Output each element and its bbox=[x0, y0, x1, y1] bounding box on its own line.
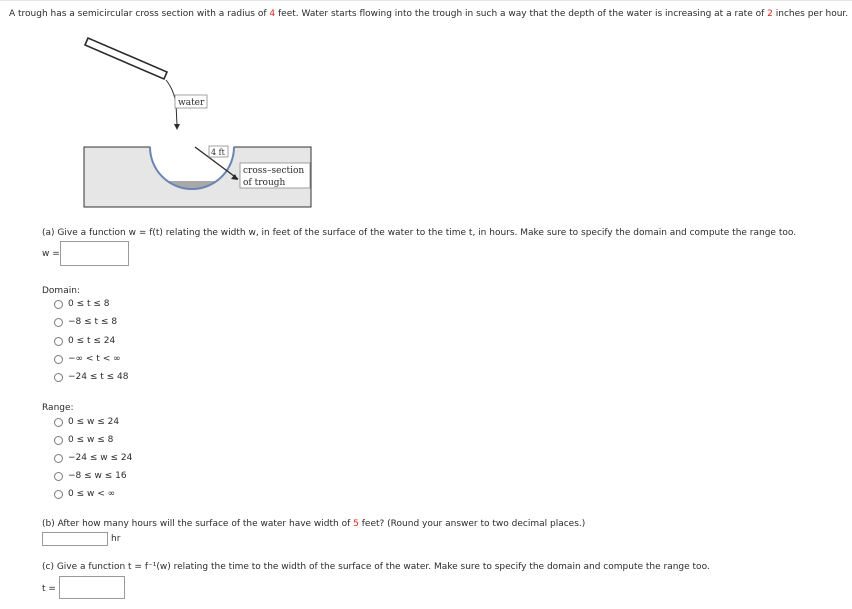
range-option-label: 0 ≤ w ≤ 8 bbox=[68, 435, 114, 445]
radio-circle-icon[interactable] bbox=[54, 472, 63, 481]
part-c-prompt: (c) Give a function t = f⁻¹(w) relating the time to the width of the surface of the water. Make sure to specify the domain and compute the range too. bbox=[42, 562, 710, 572]
trough-figure bbox=[0, 0, 852, 220]
water-label: water bbox=[178, 98, 205, 108]
domain-option[interactable] bbox=[54, 354, 121, 364]
range-heading: Range: bbox=[42, 403, 74, 413]
radio-circle-icon[interactable] bbox=[54, 373, 63, 382]
part-b-prompt-b: feet? (Round your answer to two decimal places.) bbox=[361, 519, 586, 529]
range-option[interactable] bbox=[54, 471, 127, 481]
part-b-answer-input[interactable] bbox=[42, 532, 108, 546]
domain-option[interactable] bbox=[54, 336, 115, 346]
intro-text-b: feet. Water starts flowing into the trough in such a way that the depth of the water is increasing at a rate of bbox=[278, 9, 765, 19]
range-option-label: −8 ≤ w ≤ 16 bbox=[68, 471, 127, 481]
range-option-label: 0 ≤ w ≤ 24 bbox=[68, 417, 120, 427]
intro-text-c: inches per hour. bbox=[775, 9, 849, 19]
radio-circle-icon[interactable] bbox=[54, 436, 63, 445]
range-option[interactable] bbox=[54, 489, 115, 499]
radio-circle-icon[interactable] bbox=[54, 454, 63, 463]
radio-circle-icon[interactable] bbox=[54, 355, 63, 364]
radio-circle-icon[interactable] bbox=[54, 490, 63, 499]
part-b-prompt bbox=[42, 519, 585, 529]
radio-circle-icon[interactable] bbox=[54, 300, 63, 309]
domain-option-label: −∞ < t < ∞ bbox=[68, 354, 121, 364]
part-b-prompt-a: (b) After how many hours will the surface of the water have width of bbox=[42, 519, 351, 529]
domain-option[interactable] bbox=[54, 317, 117, 327]
radio-circle-icon[interactable] bbox=[54, 418, 63, 427]
range-option[interactable] bbox=[54, 435, 113, 445]
part-c-answer-input[interactable] bbox=[59, 576, 125, 599]
cross-section-label-line2: of trough bbox=[243, 178, 286, 188]
part-b-unit: hr bbox=[111, 534, 121, 544]
domain-heading: Domain: bbox=[42, 286, 80, 296]
part-c-answer-label: t = bbox=[42, 584, 56, 594]
radius-label: 4 ft bbox=[211, 148, 225, 157]
range-option-label: 0 ≤ w < ∞ bbox=[68, 489, 116, 499]
domain-option-label: 0 ≤ t ≤ 24 bbox=[68, 336, 116, 346]
water-stream-arrowhead bbox=[174, 124, 180, 130]
domain-option-label: −24 ≤ t ≤ 48 bbox=[68, 372, 129, 382]
width-value: 5 bbox=[353, 519, 359, 529]
domain-option[interactable] bbox=[54, 299, 110, 309]
part-a-answer-label: w = bbox=[42, 249, 60, 259]
range-option[interactable] bbox=[54, 453, 132, 463]
radio-circle-icon[interactable] bbox=[54, 318, 63, 327]
range-option[interactable] bbox=[54, 417, 119, 427]
radio-circle-icon[interactable] bbox=[54, 337, 63, 346]
range-option-label: −24 ≤ w ≤ 24 bbox=[68, 453, 133, 463]
part-a-prompt: (a) Give a function w = f(t) relating the width w, in feet of the surface of the water to the time t, in hours. Make sure to specify the domain and compute the range too. bbox=[42, 228, 797, 238]
cross-section-label-line1: cross–section bbox=[243, 166, 305, 176]
domain-option-label: −8 ≤ t ≤ 8 bbox=[68, 317, 118, 327]
radius-value: 4 bbox=[269, 9, 276, 19]
domain-option-label: 0 ≤ t ≤ 8 bbox=[68, 299, 110, 309]
part-a-answer-input[interactable] bbox=[60, 241, 129, 266]
pipe-shape bbox=[85, 38, 167, 79]
rate-value: 2 bbox=[767, 9, 773, 19]
intro-text-a: A trough has a semicircular cross section with a radius of bbox=[9, 9, 267, 19]
domain-option[interactable] bbox=[54, 372, 129, 382]
